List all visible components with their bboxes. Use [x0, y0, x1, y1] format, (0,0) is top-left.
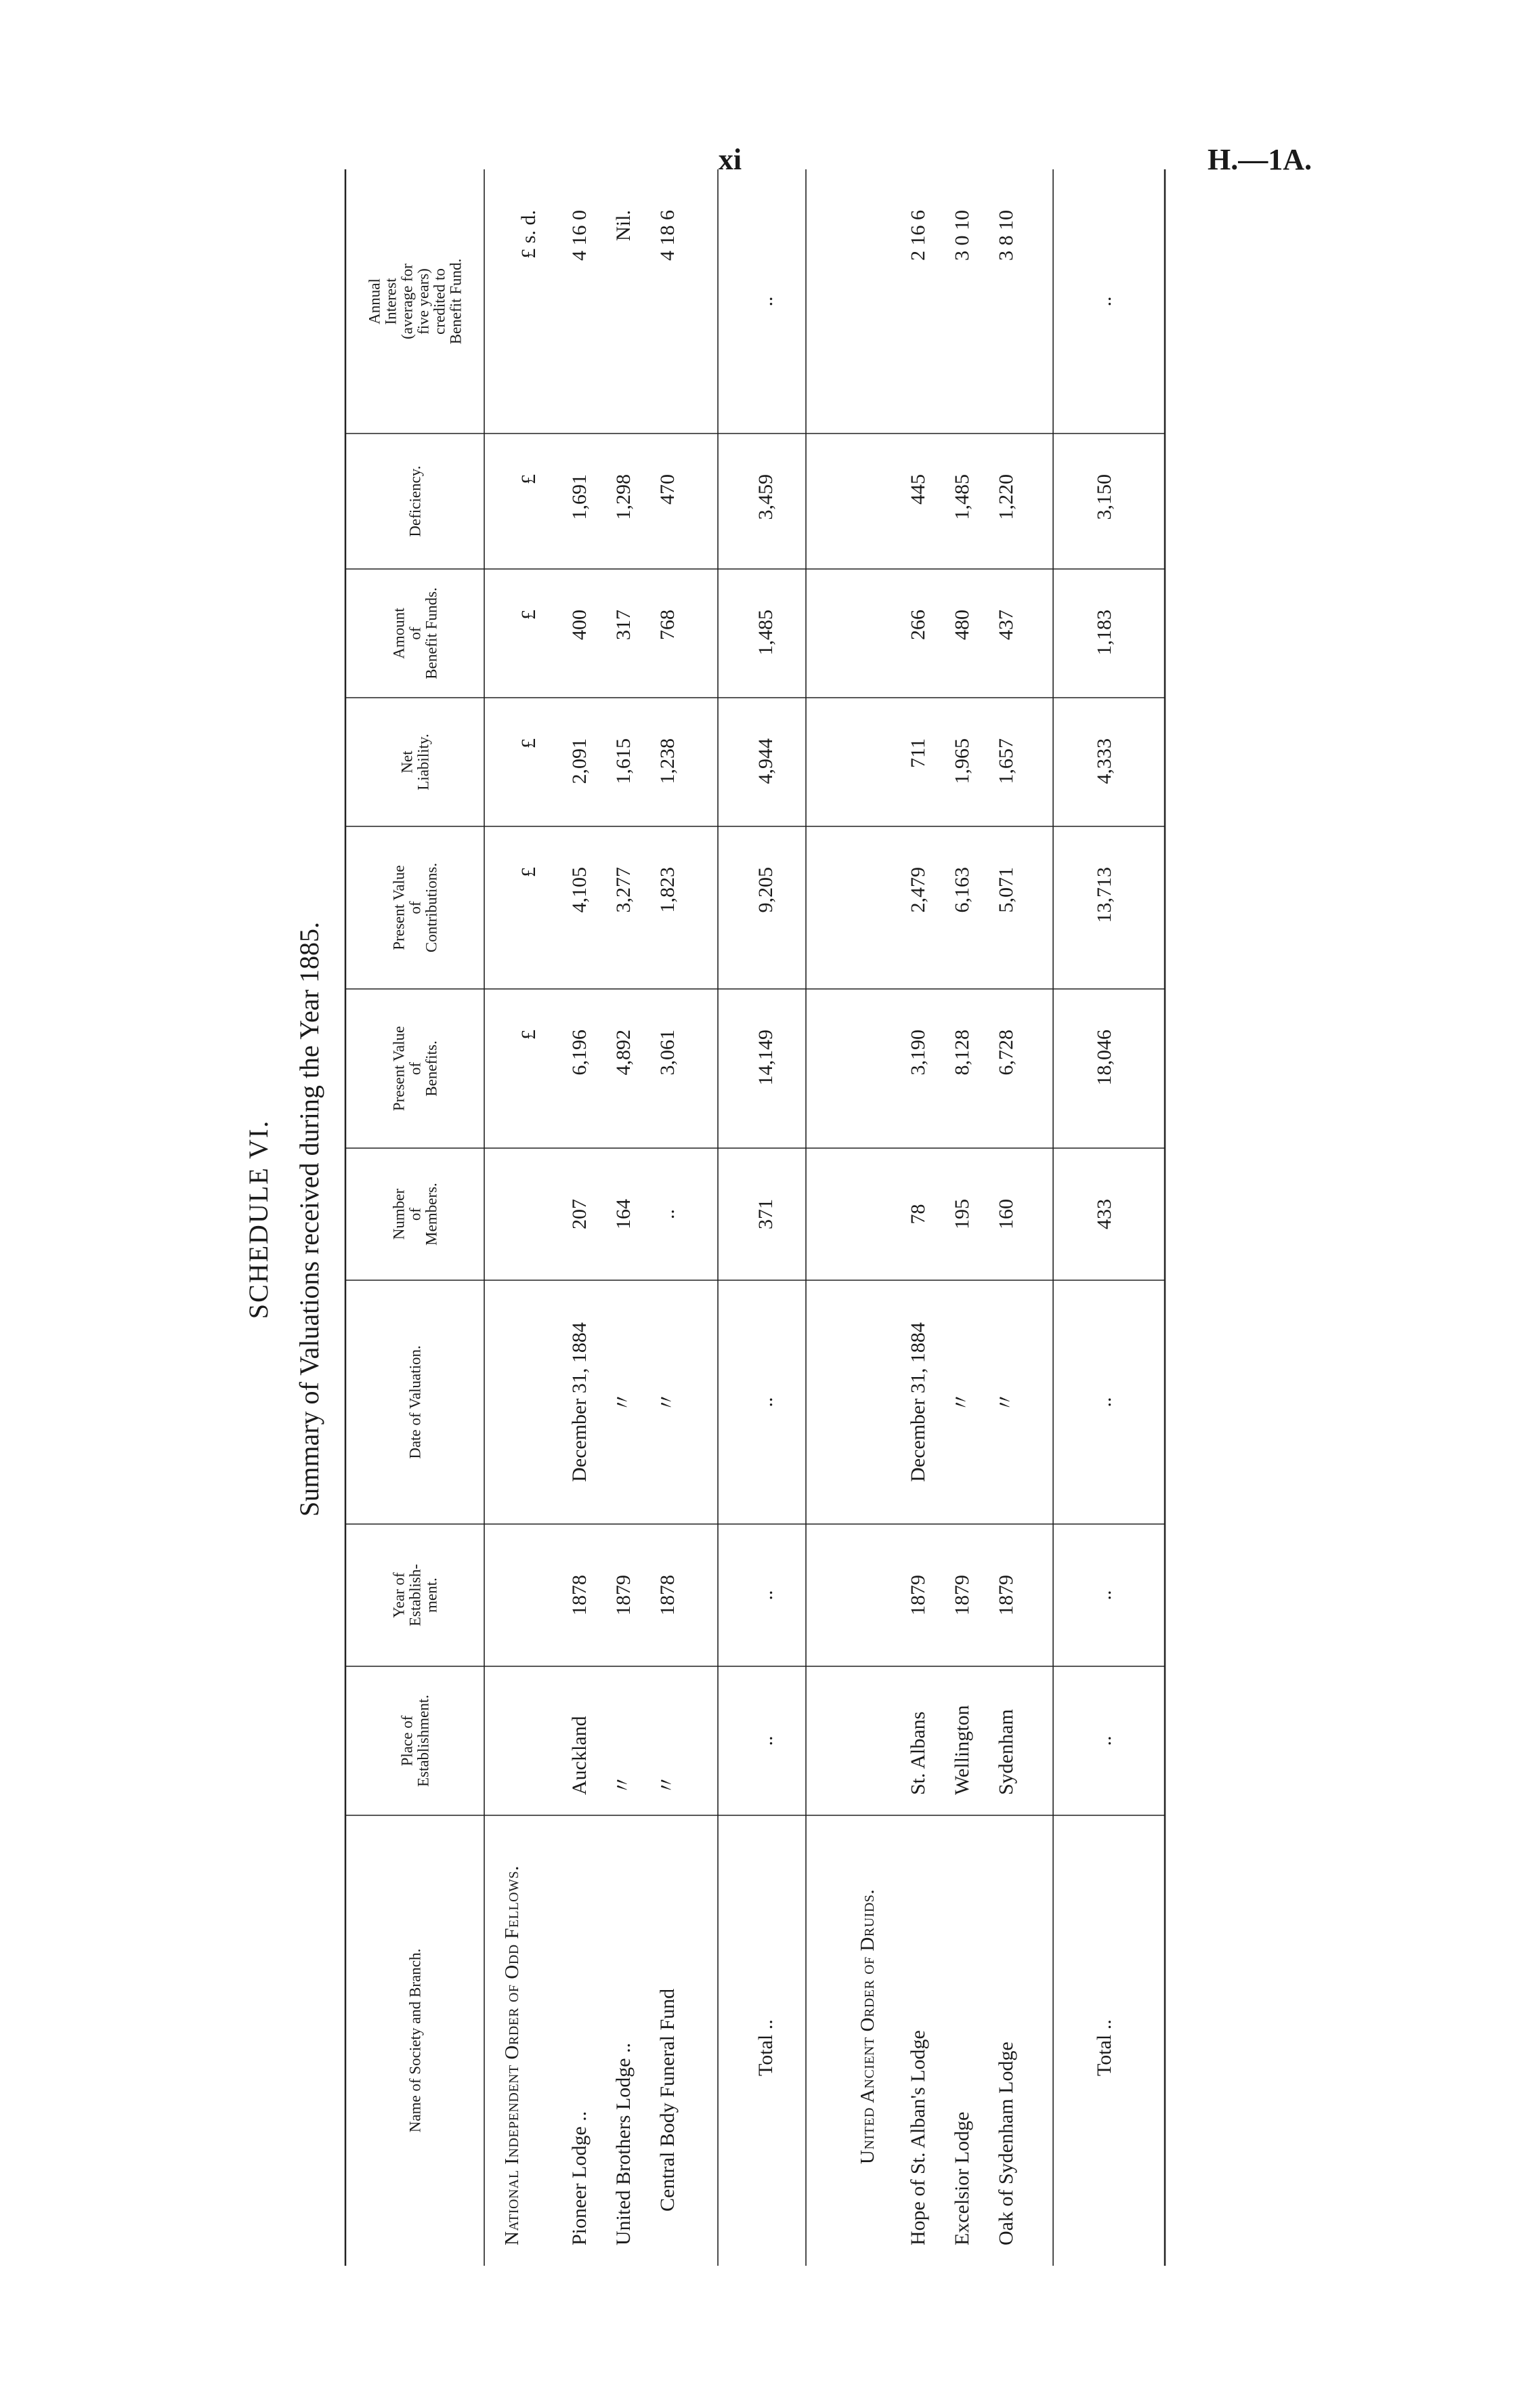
cell-liability: 2,091 [568, 738, 591, 784]
cell-year: 1879 [995, 1575, 1017, 1615]
total-place: .. [1093, 1735, 1115, 1746]
total-benefits: 18,046 [1093, 1030, 1115, 1086]
cell-year: 1878 [568, 1575, 591, 1615]
header-funds: Benefit Funds. [423, 587, 440, 679]
total-deficiency: 3,459 [754, 474, 777, 520]
schedule-title: SCHEDULE VI. [243, 1119, 274, 1319]
cell-funds: 400 [568, 610, 591, 640]
cell-place: 〃 [656, 1775, 679, 1795]
cell-interest: 2 16 6 [907, 210, 929, 261]
header-members: Members. [423, 1183, 440, 1246]
header-year: Year of [390, 1572, 408, 1618]
cell-interest: 3 0 10 [951, 210, 973, 261]
cell-deficiency: 1,220 [995, 474, 1017, 520]
unit-interest: £ s. d. [517, 210, 540, 259]
cell-contributions: 1,823 [656, 867, 679, 913]
total-row [754, 297, 777, 2077]
cell-funds: 317 [612, 610, 635, 640]
header-contributions: of [406, 901, 424, 914]
total-deficiency: 3,150 [1093, 474, 1115, 520]
cell-year: 1879 [907, 1575, 929, 1615]
table-row [995, 210, 1017, 2245]
cell-contributions: 6,163 [951, 867, 973, 913]
total-row [1093, 297, 1115, 2077]
cell-place: Sydenham [995, 1709, 1017, 1795]
cell-date: 〃 [951, 1392, 973, 1412]
cell-benefits: 8,128 [951, 1030, 973, 1076]
total-contributions: 13,713 [1093, 867, 1115, 923]
cell-interest: 3 8 10 [995, 210, 1017, 261]
header-interest: credited to [431, 268, 448, 335]
table-body [501, 210, 1115, 2245]
table-row [612, 210, 635, 2245]
header-deficiency: Deficiency. [406, 465, 424, 537]
header-members: Number [390, 1188, 408, 1240]
unit-benefits: £ [517, 1030, 540, 1040]
header-contributions: Contributions. [423, 862, 440, 953]
cell-place: St. Albans [907, 1711, 929, 1795]
cell-date: 〃 [995, 1392, 1017, 1412]
unit-liability: £ [517, 738, 540, 748]
total-interest: .. [1093, 296, 1115, 307]
cell-funds: 437 [995, 610, 1017, 640]
header-benefits: Benefits. [423, 1040, 440, 1097]
cell-date: December 31, 1884 [568, 1322, 591, 1482]
header-interest: Annual [366, 278, 383, 324]
cell-place: 〃 [612, 1775, 635, 1795]
section-heading: National Independent Order of Odd Fellows. [501, 1865, 523, 2245]
cell-date: 〃 [656, 1392, 679, 1412]
page-reference: H.—1A. [1208, 143, 1312, 176]
cell-contributions: 3,277 [612, 867, 635, 913]
cell-members: 160 [995, 1199, 1017, 1229]
cell-deficiency: 1,485 [951, 474, 973, 520]
header-liability: Net [398, 751, 416, 774]
unit-deficiency: £ [517, 474, 540, 484]
header-year: Establish- [406, 1564, 424, 1626]
header-funds: of [406, 627, 424, 640]
cell-contributions: 5,071 [995, 867, 1017, 913]
header-members: of [406, 1207, 424, 1221]
cell-name: Central Body Funeral Fund [656, 1988, 679, 2212]
cell-deficiency: 1,298 [612, 474, 635, 520]
total-year: .. [754, 1590, 777, 1601]
table-row [907, 210, 929, 2245]
cell-liability: 711 [907, 738, 929, 768]
cell-name: Excelsior Lodge [951, 2111, 973, 2245]
total-name: Total .. [754, 2019, 777, 2076]
cell-liability: 1,615 [612, 738, 635, 784]
header-place: Place of [398, 1715, 416, 1767]
cell-interest: Nil. [612, 210, 635, 241]
header-name: Name of Society and Branch. [406, 1948, 424, 2133]
total-contributions: 9,205 [754, 867, 777, 913]
unit-funds: £ [517, 610, 540, 620]
header-place: Establishment. [414, 1694, 432, 1788]
header-contributions: Present Value [390, 865, 408, 950]
total-place: .. [754, 1735, 777, 1746]
cell-funds: 768 [656, 610, 679, 640]
cell-name: Hope of St. Alban's Lodge [907, 2030, 929, 2245]
cell-date: 〃 [612, 1392, 635, 1412]
cell-members: .. [656, 1209, 679, 1219]
header-interest: Interest [382, 278, 400, 325]
cell-members: 195 [951, 1199, 973, 1229]
cell-contributions: 4,105 [568, 867, 591, 913]
cell-name: Pioneer Lodge .. [568, 2111, 591, 2245]
header-interest: five years) [414, 268, 432, 335]
cell-deficiency: 1,691 [568, 474, 591, 520]
cell-benefits: 6,196 [568, 1030, 591, 1076]
cell-funds: 480 [951, 610, 973, 640]
total-funds: 1,183 [1093, 610, 1115, 656]
header-year: ment. [423, 1578, 440, 1613]
total-date: .. [1093, 1397, 1115, 1408]
total-liability: 4,333 [1093, 738, 1115, 784]
total-year: .. [1093, 1590, 1115, 1601]
cell-place: Wellington [951, 1705, 973, 1795]
cell-members: 78 [907, 1204, 929, 1225]
cell-liability: 1,657 [995, 738, 1017, 784]
cell-benefits: 6,728 [995, 1030, 1017, 1076]
cell-interest: 4 16 0 [568, 210, 591, 261]
cell-date: December 31, 1884 [907, 1322, 929, 1482]
table-row [951, 210, 973, 2245]
cell-benefits: 4,892 [612, 1030, 635, 1076]
section-heading: United Ancient Order of Druids. [857, 1888, 878, 2164]
header-liability: Liability. [414, 734, 432, 790]
total-name: Total .. [1093, 2019, 1115, 2076]
header-benefits: Present Value [390, 1026, 408, 1112]
cell-name: United Brothers Lodge .. [612, 2042, 635, 2245]
cell-contributions: 2,479 [907, 867, 929, 913]
column-headers [366, 259, 465, 2132]
table-row [568, 210, 591, 2245]
schedule-table [243, 169, 1165, 2266]
cell-liability: 1,238 [656, 738, 679, 784]
total-funds: 1,485 [754, 610, 777, 656]
header-benefits: of [406, 1061, 424, 1076]
header-interest: (average for [398, 263, 416, 339]
cell-year: 1878 [656, 1575, 679, 1615]
header-interest: Benefit Fund. [447, 258, 465, 345]
unit-contributions: £ [517, 867, 540, 877]
cell-benefits: 3,061 [656, 1030, 679, 1076]
total-liability: 4,944 [754, 738, 777, 784]
page-number: xi [718, 143, 742, 176]
schedule-subtitle: Summary of Valuations received during the Year 1885. [294, 922, 324, 1517]
cell-interest: 4 18 6 [656, 210, 679, 261]
cell-deficiency: 445 [907, 474, 929, 505]
cell-members: 207 [568, 1199, 591, 1229]
cell-name: Oak of Sydenham Lodge [995, 2042, 1017, 2245]
header-date: Date of Valuation. [406, 1345, 424, 1459]
cell-place: Auckland [568, 1716, 591, 1795]
cell-members: 164 [612, 1199, 635, 1229]
cell-year: 1879 [612, 1575, 635, 1615]
cell-deficiency: 470 [656, 474, 679, 505]
cell-benefits: 3,190 [907, 1030, 929, 1076]
header-funds: Amount [390, 608, 408, 659]
total-interest: .. [754, 296, 777, 307]
total-members: 433 [1093, 1199, 1115, 1229]
total-benefits: 14,149 [754, 1030, 777, 1086]
cell-year: 1879 [951, 1575, 973, 1615]
total-members: 371 [754, 1199, 777, 1229]
table-row [656, 210, 679, 2212]
cell-liability: 1,965 [951, 738, 973, 784]
total-date: .. [754, 1397, 777, 1408]
cell-funds: 266 [907, 610, 929, 640]
